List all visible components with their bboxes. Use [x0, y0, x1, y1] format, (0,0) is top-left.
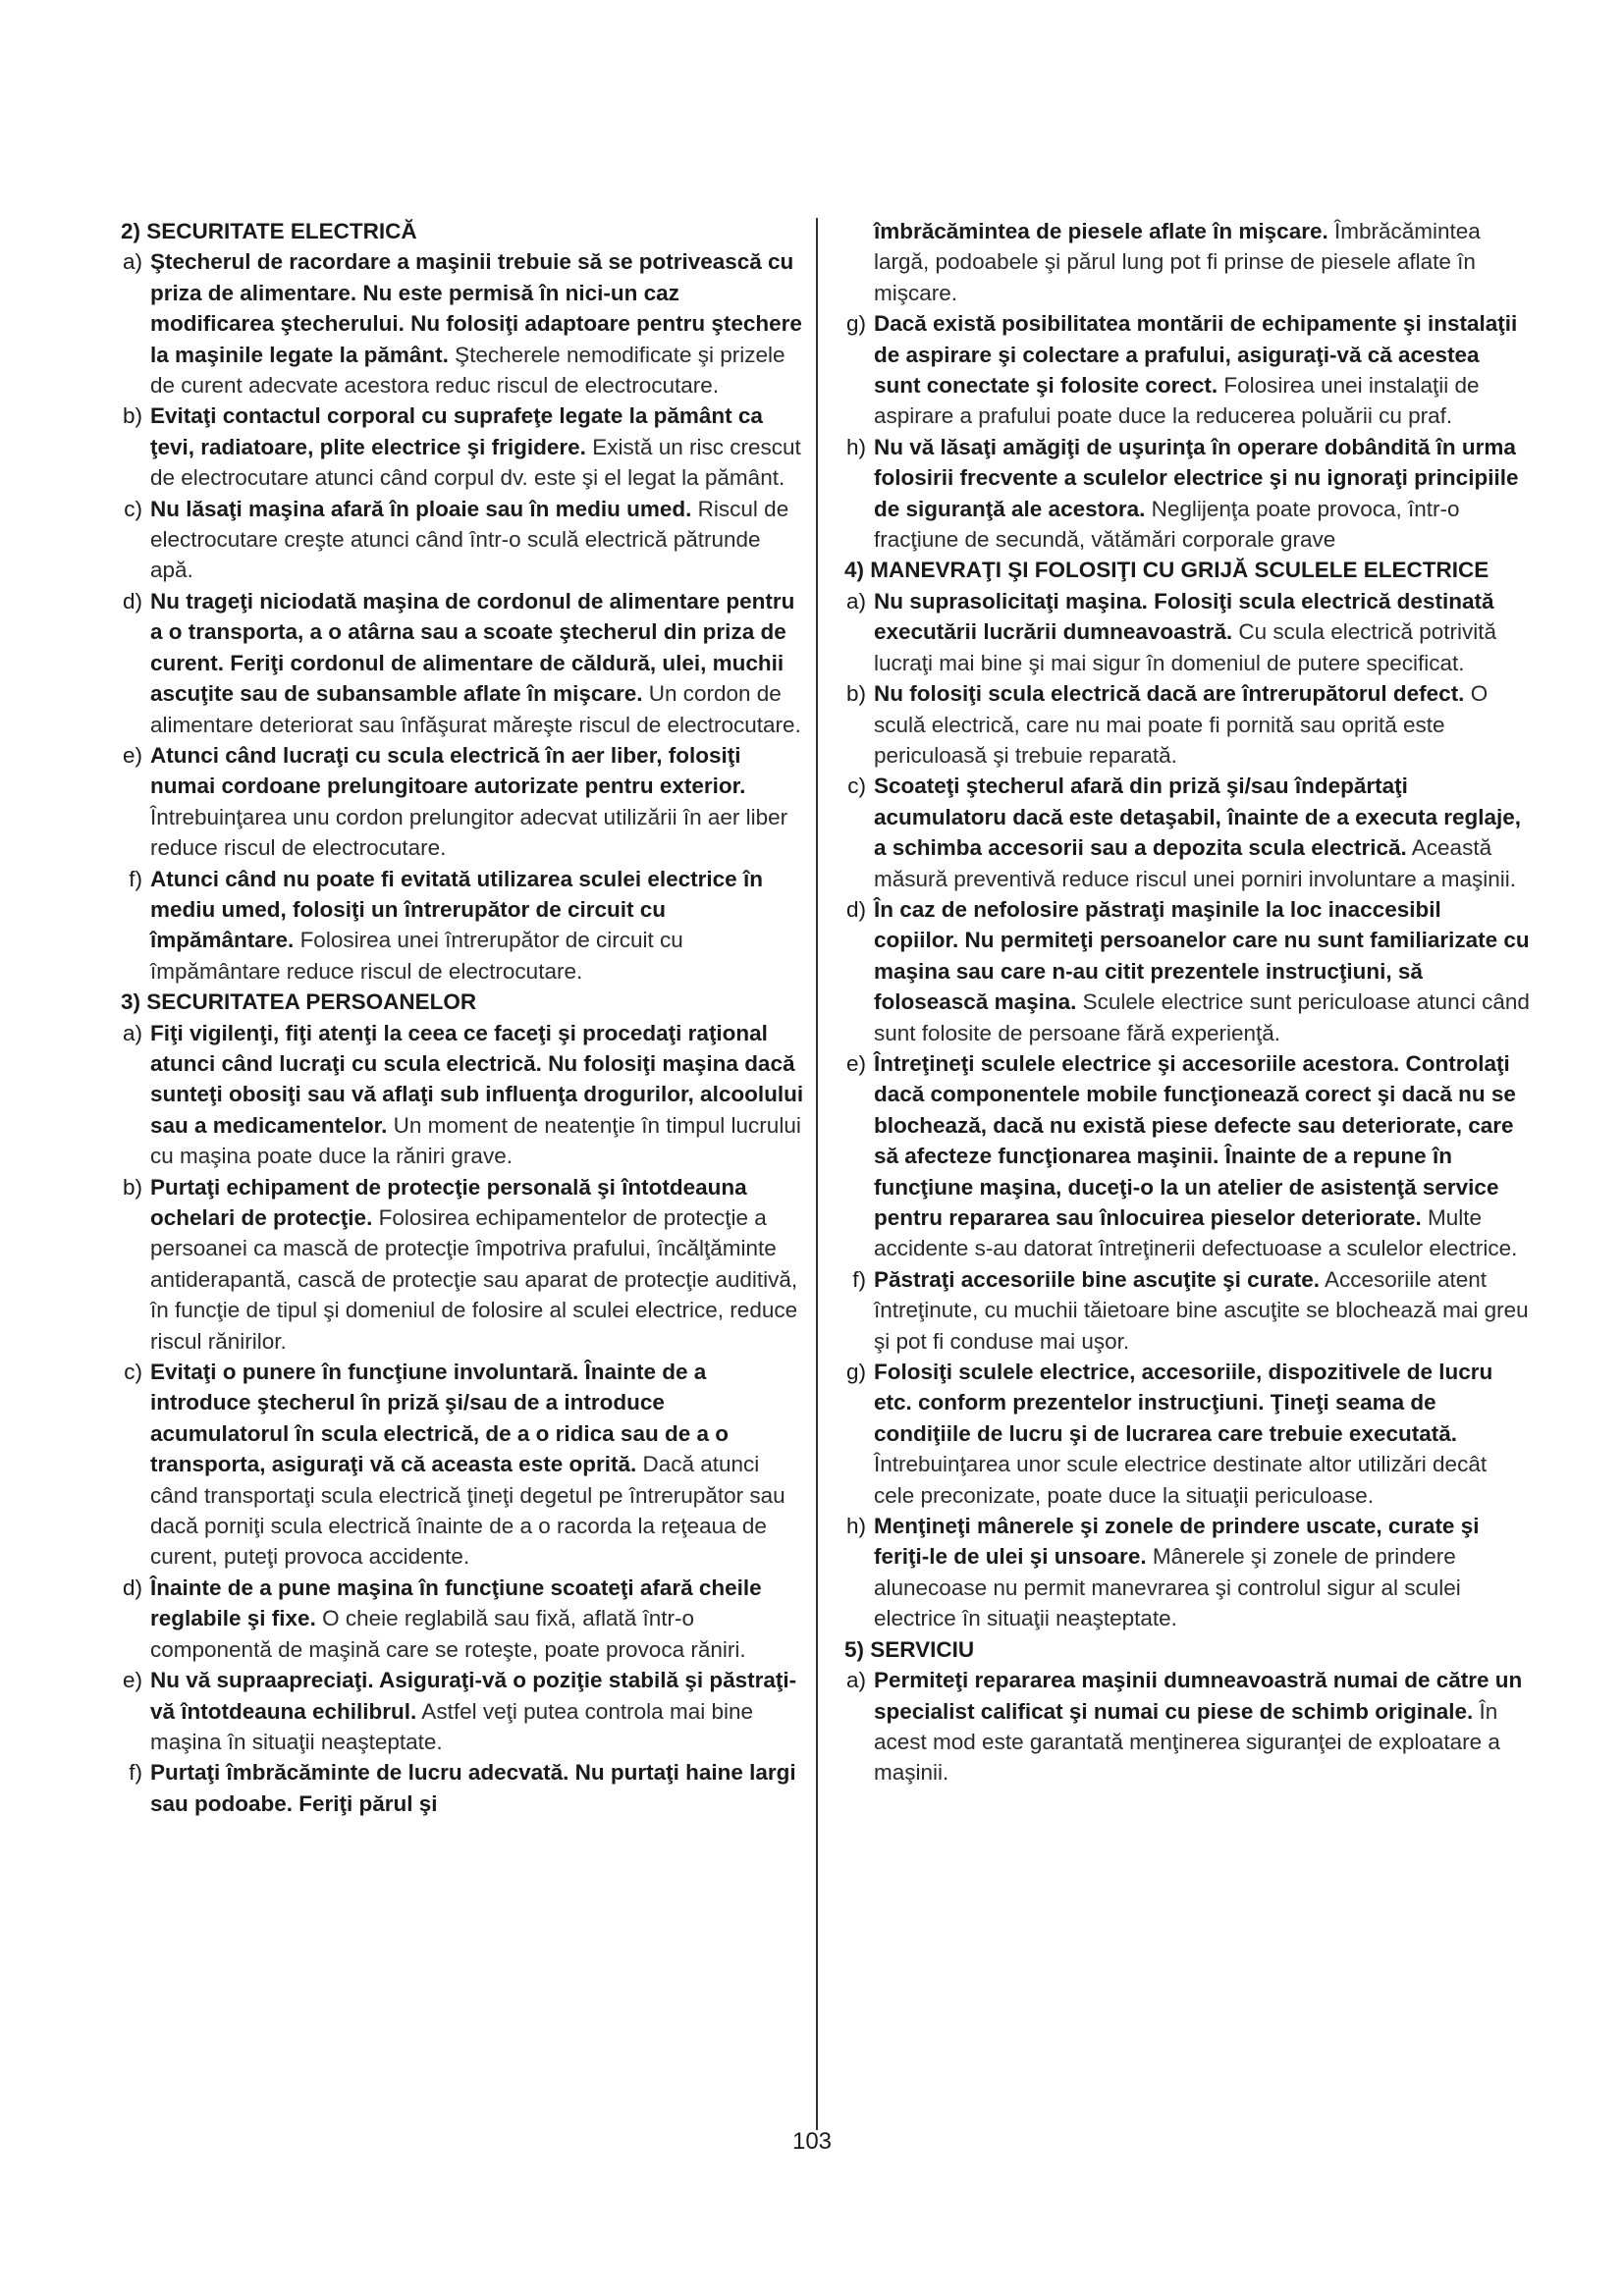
list-item-marker: c): [124, 496, 142, 521]
list-item-marker: g): [845, 311, 866, 337]
list-item-marker: h): [845, 434, 866, 459]
list-item-marker: a): [122, 249, 142, 275]
instruction-bold: Dacă există posibilitatea montării de echipamente şi instalaţii de aspirare şi colectare a prafului, asiguraţi-vă că acestea sunt conectate şi folosite corect.: [874, 311, 1518, 399]
instruction-bold: Nu suprasolicitaţi maşina. Folosiţi scula electrică destinată executării lucrării dumneavoastră.: [874, 588, 1494, 645]
list-item-marker: e): [122, 1668, 142, 1693]
instruction-explanation: Această măsură preventivă reduce riscul unei porniri involuntare a maşinii.: [874, 835, 1517, 891]
page-number: 103: [791, 2128, 833, 2155]
instruction-bold: Evitaţi contactul corporal cu suprafeţe legate la pământ ca ţevi, radiatoare, plite electrice şi frigidere.: [150, 403, 763, 459]
list-item-marker: a): [845, 1668, 866, 1693]
instruction-bold: Purtaţi îmbrăcăminte de lucru adecvată. Nu purtaţi haine largi sau podoabe. Feriţi părul şi: [150, 1760, 796, 1816]
list-item: [837, 1357, 1532, 1511]
instruction-explanation: Neglijenţa poate provoca, într-o fracţiune de secundă, vătămări corporale grave: [874, 496, 1460, 553]
list-item-marker: f): [129, 1760, 142, 1786]
instruction-explanation: Îmbrăcămintea largă, podoabele şi părul lung pot fi prinse de piesele aflate în mişcare.: [874, 219, 1481, 305]
column-divider: [816, 218, 818, 2130]
instruction-bold: Nu folosiţi scula electrică dacă are întrerupătorul defect.: [874, 681, 1465, 707]
list-item-continuation: [837, 216, 1532, 308]
list-item: [837, 1264, 1532, 1357]
instruction-explanation: Mânerele şi zonele de prindere alunecoase nu permit manevrarea şi controlul sigur al sculei electrice în situaţii neaşteptate.: [874, 1544, 1461, 1631]
instruction-explanation: Cu scula electrică potrivită lucraţi mai bine şi mai sigur în domeniul de putere specificat.: [874, 619, 1497, 675]
list-item: [837, 1511, 1532, 1634]
list-item: [837, 894, 1532, 1048]
list-item: [113, 400, 808, 493]
list-item-marker: c): [124, 1360, 142, 1385]
instruction-explanation: Folosirea unei întrerupător de circuit cu împământare reduce riscul de electrocutare.: [150, 928, 683, 984]
list-item-marker: d): [122, 588, 142, 614]
instruction-explanation: Folosirea echipamentelor de protecţie a persoanei ca mască de protecţie împotriva prafului, încălţăminte antiderapantă, cască de protecţie sau aparat de protecţie auditivă, în funcţie de tipul şi domeniul de folosire al sculei electrice, reduce riscul rănirilor.: [150, 1205, 798, 1354]
list-item: [113, 1573, 808, 1665]
instruction-bold: Nu lăsaţi maşina afară în ploaie sau în mediu umed.: [150, 496, 692, 521]
left-column: [113, 216, 808, 1819]
instruction-bold: Întreţineţi sculele electrice şi accesoriile acestora. Controlaţi dacă componentele mobile funcţionează corect şi dacă nu se blochează, dacă nu există piese defecte sau deteriorate, care să afecteze funcţionarea maşinii. Înainte de a repune în funcţiune maşina, duceţi-o la un atelier de asistenţă service pentru repararea sau înlocuirea pieselor deteriorate.: [874, 1050, 1516, 1230]
instruction-bold: În caz de nefolosire păstraţi maşinile la loc inaccesibil copiilor. Nu permiteţi persoanelor care nu sunt familiarizate cu maşina sau care n-au citit prezentele instrucţiuni, să folosească maşina.: [874, 896, 1530, 1015]
list-item: [113, 1357, 808, 1573]
instruction-explanation: Folosirea unei instalaţii de aspirare a prafului poate duce la reducerea poluării cu praf.: [874, 373, 1480, 429]
instruction-explanation: Astfel veţi putea controla mai bine maşina în situaţii neaşteptate.: [150, 1698, 753, 1754]
instruction-bold: Nu vă supraapreciaţi. Asiguraţi-vă o poziţie stabilă şi păstraţi-vă întotdeauna echilibrul.: [150, 1668, 797, 1724]
list-item-marker: c): [847, 774, 866, 799]
instruction-explanation: Un cordon de alimentare deteriorat sau înfăşurat măreşte riscul de electrocutare.: [150, 681, 801, 737]
list-item-marker: e): [122, 742, 142, 768]
instruction-explanation: Există un risc crescut de electrocutare atunci când corpul dv. este şi el legat la pământ.: [150, 434, 801, 491]
instruction-explanation: Un moment de neatenţie în timpul lucrului cu maşina poate duce la răniri grave.: [150, 1112, 801, 1169]
instruction-bold: îmbrăcămintea de piesele aflate în mişcare.: [874, 219, 1328, 243]
list-item-marker: e): [845, 1050, 866, 1076]
section-heading: 2) SECURITATE ELECTRICĂ: [121, 219, 417, 243]
instruction-bold: Atunci când lucraţi cu scula electrică în aer liber, folosiţi numai cordoane prelungitoare autorizate pentru exterior.: [150, 742, 746, 799]
list-item: [837, 586, 1532, 678]
list-item: [113, 1018, 808, 1172]
instruction-bold: Păstraţi accesoriile bine ascuţite şi curate.: [874, 1266, 1320, 1292]
list-item: [837, 771, 1532, 894]
list-item: [113, 246, 808, 400]
list-item: [113, 1172, 808, 1357]
instruction-explanation: Riscul de electrocutare creşte atunci când într-o sculă electrică pătrunde apă.: [150, 496, 789, 583]
instruction-bold: Atunci când nu poate fi evitată utilizarea sculei electrice în mediu umed, folosiţi un întrerupător de circuit cu împământare.: [150, 866, 763, 953]
list-item: [113, 1757, 808, 1819]
list-item: [837, 1048, 1532, 1264]
instruction-explanation: În acest mod este garantată menţinerea siguranţei de exploatare a maşinii.: [874, 1698, 1500, 1786]
instruction-explanation: Ştecherele nemodificate şi prizele de curent adecvate acestora reduc riscul de electrocutare.: [150, 342, 785, 399]
list-item-marker: f): [129, 866, 142, 891]
list-item-marker: b): [122, 403, 142, 429]
instruction-bold: Înainte de a pune maşina în funcţiune scoateţi afară cheile reglabile şi fixe.: [150, 1575, 762, 1631]
list-item: [837, 308, 1532, 432]
list-item-marker: d): [122, 1575, 142, 1600]
list-item-marker: a): [122, 1020, 142, 1045]
instruction-explanation: Dacă atunci când transportaţi scula electrică ţineţi degetul pe întrerupător sau dacă porniţi scula electrică înainte de a o racorda la reţeaua de curent, puteţi provoca accidente.: [150, 1452, 785, 1570]
list-item-marker: d): [845, 896, 866, 922]
instruction-explanation: Accesoriile atent întreţinute, cu muchii tăietoare bine ascuţite se blochează mai greu şi pot fi conduse mai uşor.: [874, 1266, 1529, 1354]
instruction-bold: Menţineţi mânerele şi zonele de prindere uscate, curate şi feriţi-le de ulei şi unsoare.: [874, 1514, 1480, 1570]
instruction-explanation: O cheie reglabilă sau fixă, aflată într-o componentă de maşină care se roteşte, poate provoca răniri.: [150, 1606, 746, 1662]
list-item-marker: h): [845, 1514, 866, 1539]
instruction-bold: Purtaţi echipament de protecţie personală şi întotdeauna ochelari de protecţie.: [150, 1174, 747, 1230]
instruction-explanation: Multe accidente s-au datorat întreţinerii defectuoase a sculelor electrice.: [874, 1205, 1518, 1261]
instruction-explanation: Întrebuinţarea unu cordon prelungitor adecvat utilizării în aer liber reduce riscul de electrocutare.: [150, 804, 788, 861]
instruction-explanation: Întrebuinţarea unor scule electrice destinate altor utilizări decât cele preconizate, poate duce la situaţii periculoase.: [874, 1452, 1488, 1508]
section-heading: 4) MANEVRAŢI ŞI FOLOSIŢI CU GRIJĂ SCULELE ELECTRICE: [844, 558, 1489, 583]
list-item: [837, 432, 1532, 556]
list-item-marker: g): [845, 1360, 866, 1385]
instruction-bold: Folosiţi sculele electrice, accesoriile, dispozitivele de lucru etc. conform prezentelor instrucţiuni. Ţineţi seama de condiţiile de lucru şi de lucrarea care trebuie executată.: [874, 1360, 1493, 1446]
instruction-bold: Ştecherul de racordare a maşinii trebuie să se potrivească cu priza de alimentare. Nu este permisă în nici-un caz modificarea ştecherului. Nu folosiţi adaptoare pentru ştechere la maşinile legate la pământ.: [150, 249, 802, 367]
instruction-bold: Nu trageţi niciodată maşina de cordonul de alimentare pentru a o transporta, a o atârna sau a scoate ştecherul din priza de curent. Feriţi cordonul de alimentare de căldură, ulei, muchii ascuţite sau de subansamble aflate în mişcare.: [150, 588, 795, 707]
section-heading: 5) SERVICIU: [844, 1636, 975, 1662]
list-item: [113, 740, 808, 864]
list-item-marker: b): [845, 681, 866, 707]
instruction-bold: Permiteţi repararea maşinii dumneavoastră numai de către un specialist calificat şi numai cu piese de schimb originale.: [874, 1668, 1523, 1724]
instruction-explanation: O sculă electrică, care nu mai poate fi pornită sau oprită este periculoasă şi trebuie reparată.: [874, 681, 1489, 768]
list-item-marker: b): [122, 1174, 142, 1200]
section-heading: 3) SECURITATEA PERSOANELOR: [121, 989, 477, 1015]
instruction-bold: Evitaţi o punere în funcţiune involuntară. Înainte de a introduce ştecherul în priză şi/sau de a introduce acumulatorul în scula electrică, de a o ridica sau de a o transporta, asiguraţi vă că aceasta este oprită.: [150, 1360, 729, 1477]
instruction-bold: Scoateţi ştecherul afară din priză şi/sau îndepărtaţi acumulatoru dacă este detaşabil, înainte de a executa reglaje, a schimba accesorii sau a depozita scula electrică.: [874, 774, 1522, 861]
list-item: [113, 494, 808, 586]
instruction-bold: Nu vă lăsaţi amăgiţi de uşurinţa în operare dobândită în urma folosirii frecvente a sculelor electrice şi nu ignoraţi principiile de siguranţă ale acestora.: [874, 434, 1519, 521]
instruction-explanation: Sculele electrice sunt periculoase atunci când sunt folosite de persoane fără experienţă.: [874, 989, 1530, 1045]
list-item: [837, 1665, 1532, 1789]
list-item: [113, 586, 808, 740]
right-column: [837, 216, 1532, 1789]
instruction-bold: Fiţi vigilenţi, fiţi atenţi la ceea ce faceţi şi procedaţi raţional atunci când lucraţi cu scula electrică. Nu folosiţi maşina dacă sunteţi obosiţi sau vă aflaţi sub influenţa drogurilor, alcoolului sau a medicamentelor.: [150, 1020, 804, 1138]
list-item: [113, 1665, 808, 1757]
list-item-marker: f): [852, 1266, 866, 1292]
list-item: [837, 678, 1532, 771]
list-item-marker: a): [845, 588, 866, 614]
list-item: [113, 864, 808, 988]
